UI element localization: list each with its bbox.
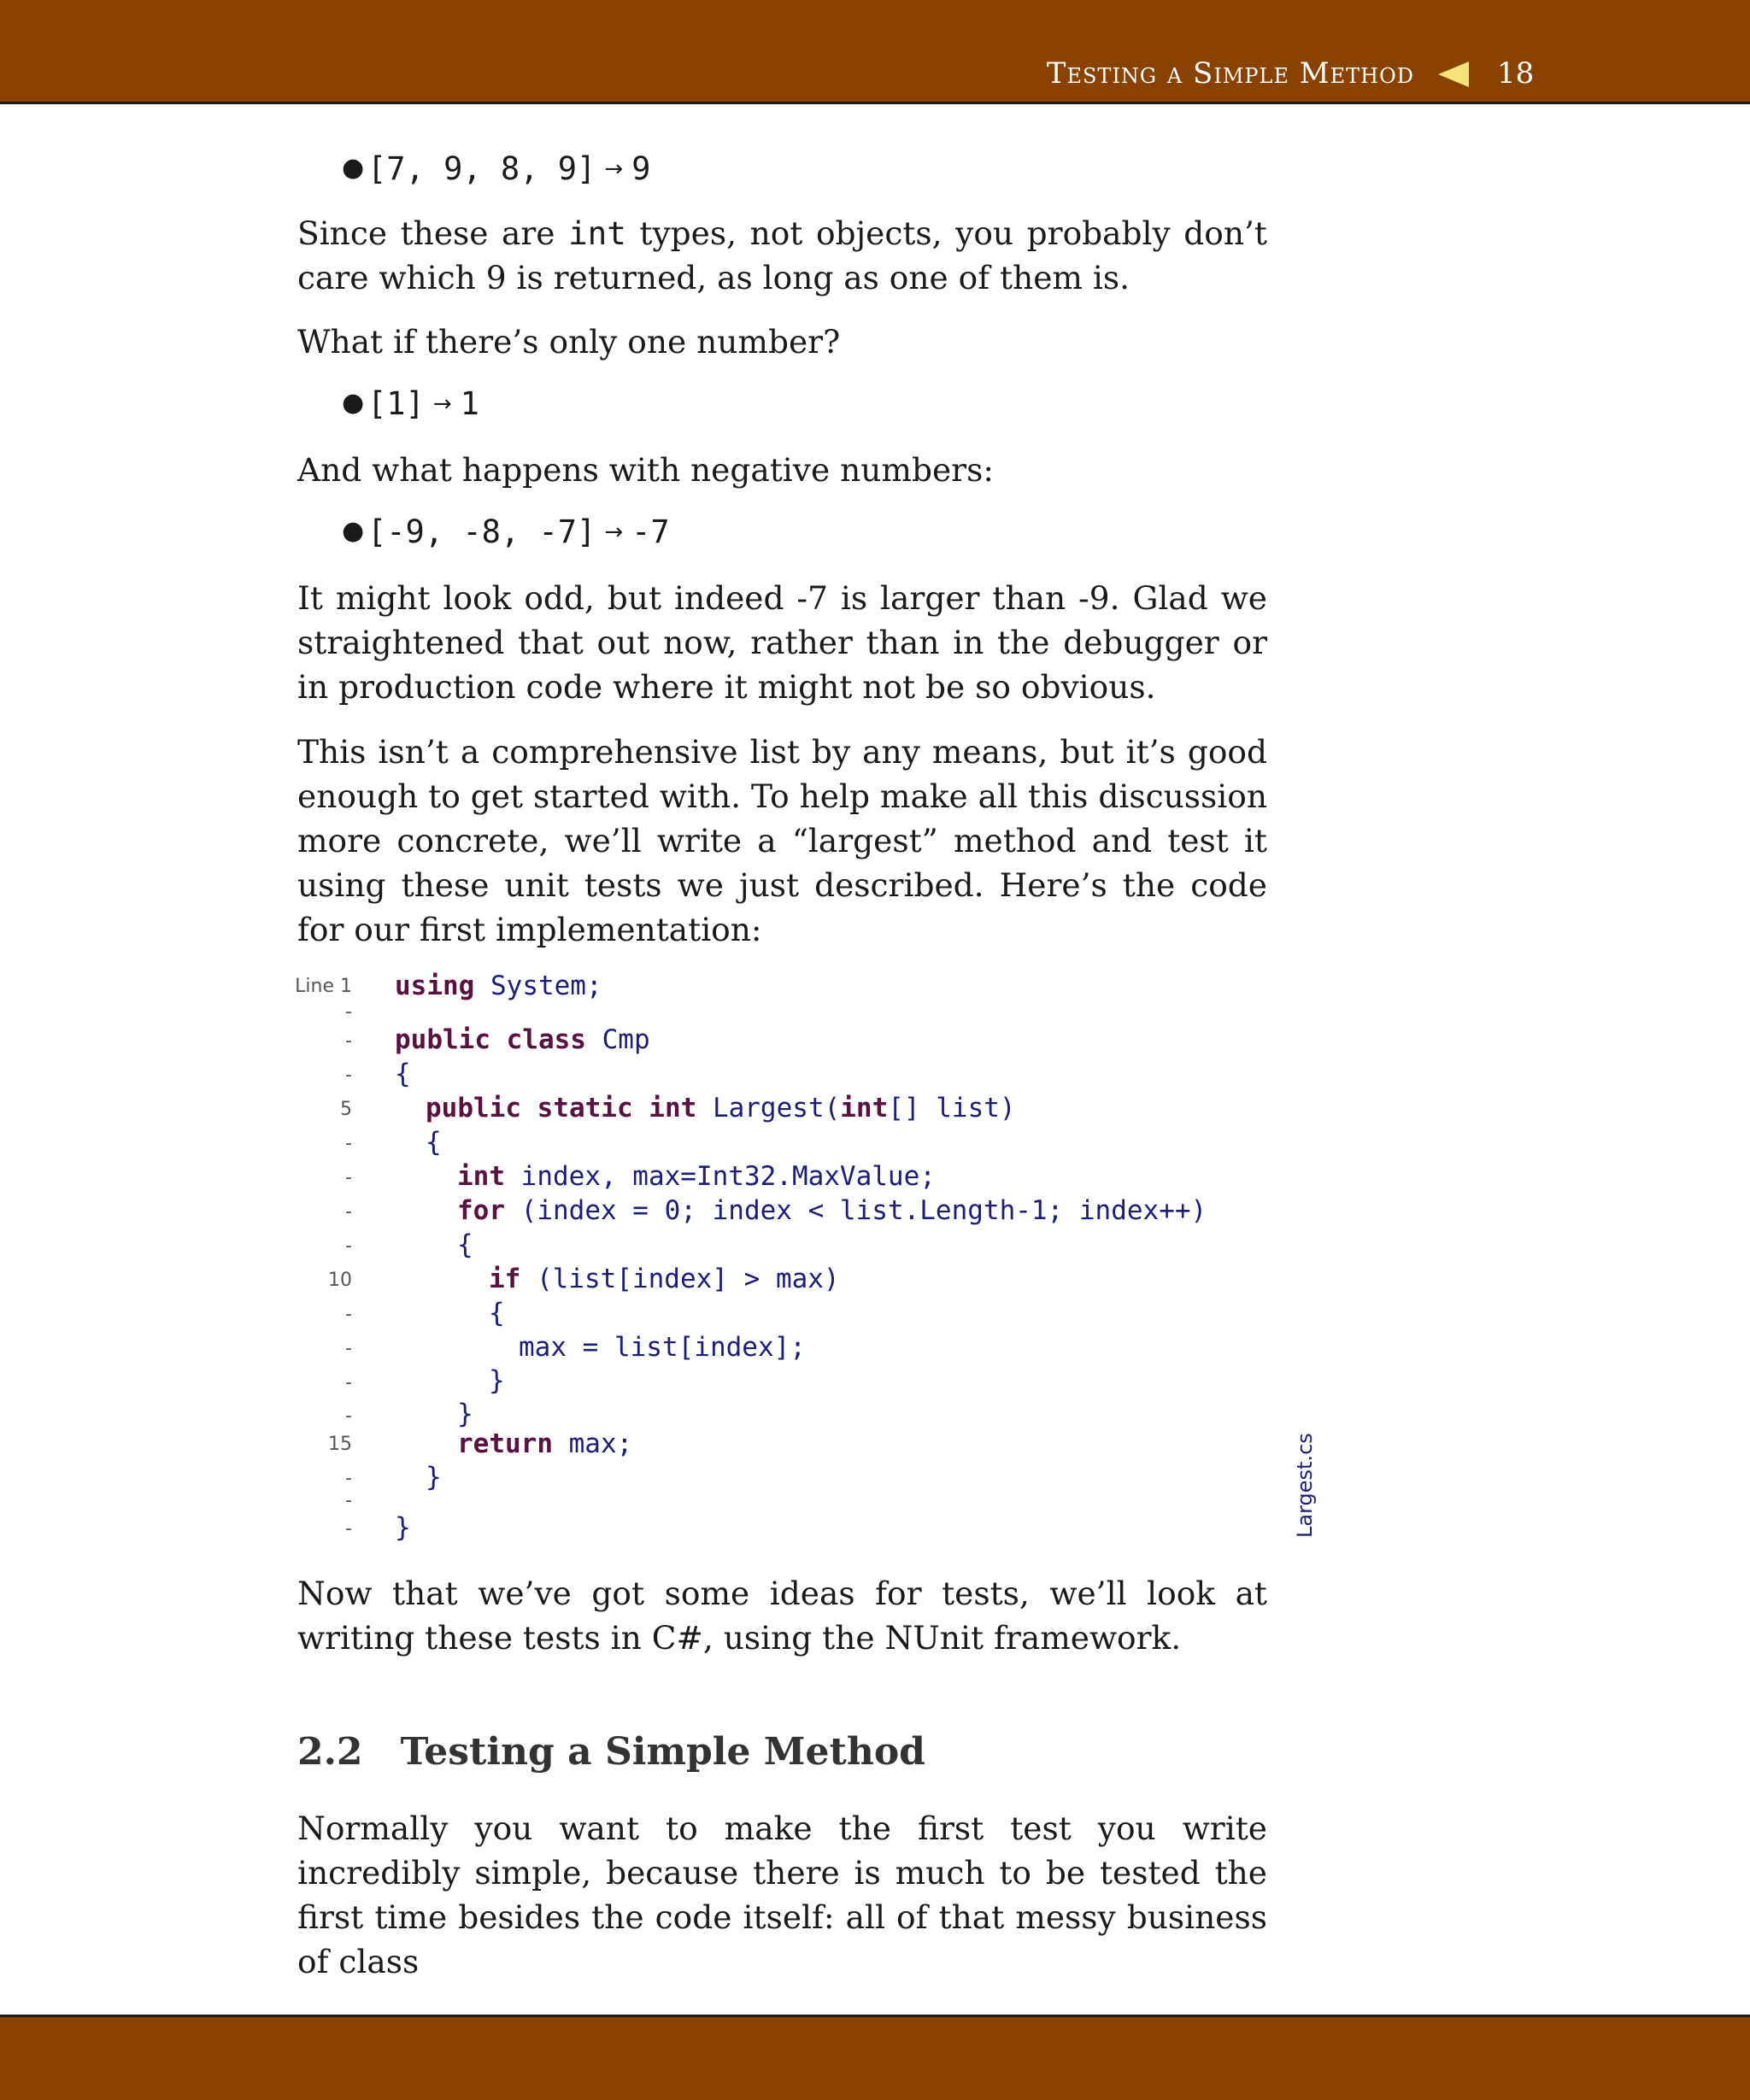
- section-number: 2.2: [297, 1730, 363, 1774]
- line-label: Line 1: [295, 976, 352, 997]
- code-line: }: [489, 1365, 505, 1396]
- arrow-icon: →: [604, 519, 624, 545]
- example-output: -7: [631, 513, 670, 550]
- code-line: }: [457, 1399, 473, 1429]
- keyword: public static int: [426, 1093, 697, 1123]
- code-line: [395, 1024, 650, 1055]
- code-text: [] list): [888, 1093, 1016, 1123]
- example-output: 1: [460, 385, 479, 422]
- code-text: (list[index] > max): [520, 1264, 840, 1294]
- code-line: [395, 971, 602, 1001]
- page-number: 18: [1497, 56, 1535, 91]
- listing-filename: Largest.cs: [1293, 1433, 1317, 1538]
- paragraph: This isn’t a comprehensive list by any means, but it’s good enough to get started with. To help make all this discussion more concrete, we’ll write a “largest” method and test it using these unit tests we just described. Here’s the code for our first implementation:: [297, 733, 1267, 948]
- line-marker: -: [345, 1518, 352, 1540]
- code-line: {: [395, 1059, 411, 1089]
- keyword: for: [457, 1195, 505, 1226]
- line-marker: -: [345, 1304, 352, 1325]
- paragraph: It might look odd, but indeed -7 is larger than -9. Glad we straightened that out now, rather than in the debugger or in production code where it might not be so obvious.: [297, 579, 1267, 706]
- keyword: return: [457, 1428, 553, 1459]
- keyword: int: [840, 1093, 889, 1123]
- line-marker: -: [345, 1001, 352, 1023]
- example-output: 9: [631, 150, 651, 187]
- line-marker: 15: [328, 1434, 352, 1455]
- code-text: (index = 0; index < list.Length-1; index++): [505, 1195, 1207, 1226]
- paragraph: [297, 211, 1267, 300]
- line-marker: 10: [328, 1270, 352, 1291]
- example-input: [-9, -8, -7]: [367, 513, 596, 550]
- line-marker: -: [345, 1468, 352, 1489]
- line-marker: -: [345, 1235, 352, 1257]
- paragraph: Normally you want to make the first test you write incredibly simple, because there is much to be tested the first time besides the code itself: all of that messy business of class: [297, 1810, 1267, 1980]
- code-text: index, max=Int32.MaxValue;: [505, 1161, 936, 1192]
- line-marker: -: [345, 1201, 352, 1223]
- section-heading: [297, 1730, 925, 1774]
- code-text: Cmp: [585, 1024, 650, 1055]
- code-text: System;: [474, 971, 602, 1001]
- example-input: [7, 9, 8, 9]: [367, 150, 596, 187]
- running-title: Testing a Simple Method: [1046, 56, 1414, 91]
- code-line: [457, 1195, 1207, 1226]
- line-marker: -: [345, 1372, 352, 1393]
- paragraph: And what happens with negative numbers:: [297, 451, 994, 489]
- code-line: }: [395, 1512, 411, 1543]
- list-item: [342, 513, 670, 550]
- code-line: max = list[index];: [519, 1332, 806, 1363]
- code-line: {: [426, 1127, 442, 1158]
- arrow-icon: →: [604, 156, 624, 182]
- keyword: if: [489, 1264, 521, 1294]
- code-line: {: [489, 1298, 505, 1329]
- arrow-icon: →: [432, 391, 452, 417]
- paragraph: What if there’s only one number?: [297, 323, 841, 361]
- line-marker: -: [345, 1490, 352, 1511]
- line-marker: 5: [340, 1099, 352, 1120]
- keyword: public class: [395, 1024, 586, 1055]
- line-marker: -: [345, 1030, 352, 1052]
- section-title: Testing a Simple Method: [400, 1730, 925, 1774]
- code-line: }: [426, 1462, 442, 1493]
- code-line: [426, 1093, 1016, 1123]
- paragraph: Now that we’ve got some ideas for tests, we’ll look at writing these tests in C#, using the NUnit framework.: [297, 1575, 1267, 1657]
- text: types, not objects, you probably don’t care which 9 is returned, as long as one of them is.: [297, 214, 1267, 296]
- line-marker: -: [345, 1405, 352, 1427]
- inline-code: int: [568, 214, 626, 252]
- keyword: int: [457, 1161, 505, 1192]
- example-input: [1]: [367, 385, 425, 422]
- keyword: using: [395, 971, 475, 1001]
- code-text: max;: [552, 1428, 633, 1459]
- line-marker: -: [345, 1065, 352, 1086]
- page-footer: [0, 2015, 1750, 2100]
- code-line: [457, 1161, 936, 1192]
- code-line: [489, 1264, 840, 1294]
- list-item: [342, 384, 479, 422]
- back-arrow-icon[interactable]: [1438, 62, 1469, 87]
- line-marker: -: [345, 1167, 352, 1188]
- code-text: Largest(: [696, 1093, 841, 1123]
- code-line: {: [457, 1229, 473, 1260]
- list-item: [342, 150, 650, 187]
- text: Since these are: [297, 214, 569, 252]
- bullet-dot-icon: ●: [342, 388, 365, 418]
- page-header: [0, 0, 1750, 104]
- bullet-dot-icon: ●: [342, 516, 365, 546]
- code-line: [457, 1428, 632, 1459]
- line-marker: -: [345, 1133, 352, 1154]
- bullet-dot-icon: ●: [342, 153, 365, 183]
- line-marker: -: [345, 1338, 352, 1359]
